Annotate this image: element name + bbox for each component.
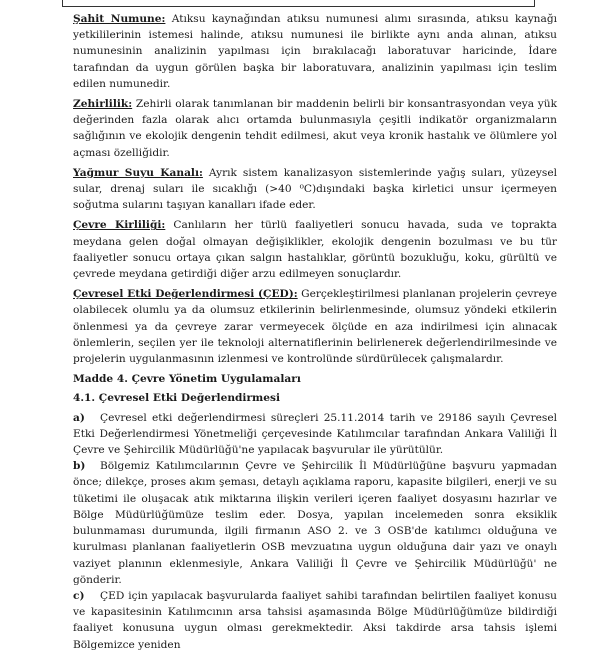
list-letter: c)	[73, 589, 85, 602]
document-body	[73, 11, 557, 653]
definition-text: Canlıların her türlü faaliyetleri sonucu havada, suda ve toprakta meydana gelen doğal olmayan değişiklikler, ekolojik dengenin bozulması ve bu tür faaliyetler sonucu ortaya çıkan salgın hastalıklar, görüntü bozukluğu, koku, gürültü ve çevrede meydana getirdiği diğer arzu edilmeyen sonuçlardır.	[73, 219, 557, 281]
definition-term: Zehirlilik:	[73, 98, 133, 111]
definition-yagmur-suyu-kanali	[73, 165, 557, 214]
list-text: Çevresel etki değerlendirmesi süreçleri 25.11.2014 tarih ve 29186 sayılı Çevresel Etki Değerlendirmesi Yönetmeliği çerçevesinde Katılımcılar tarafından Ankara Valiliği İl Çevre ve Şehircilik Müdürlüğü'ne yapılacak başvurular ile yürütülür.	[73, 411, 557, 457]
definition-text: Ayrık sistem kanalizasyon sistemlerinde yağış suları, yüzeysel sular, drenaj suları ile sıcaklığı (>40 ⁰C)dışındaki başka kirletici unsur içermeyen soğutma sularını taşıyan kanalları ifade eder.	[73, 166, 557, 212]
definition-term: Çevre Kirliliği:	[73, 219, 166, 232]
definition-zehirlilik	[73, 96, 557, 161]
list-letter: a)	[73, 411, 85, 424]
list-item-b	[73, 458, 557, 588]
list-text: ÇED için yapılacak başvurularda faaliyet sahibi tarafından belirtilen faaliyet konusu ve kapasitesinin Katılımcının arsa tahsisi aşamasında Bölge Müdürlüğümüze bildirdiği faaliyet konusuna uygun olması gerekmektedir. Aksi takdirde arsa tahsis işlemi Bölgemizce yeniden	[73, 589, 557, 651]
list-letter: b)	[73, 460, 86, 473]
definition-term: Çevresel Etki Değerlendirmesi (ÇED):	[73, 288, 298, 301]
list-text: Bölgemiz Katılımcılarının Çevre ve Şehircilik İl Müdürlüğüne başvuru yapmadan önce; dilekçe, proses akım şeması, detaylı açıklama raporu, kapasite bilgileri, enerji ve su tüketimi ile oluşacak atık miktarına ilişkin verileri içeren faaliyet dosyasını hazırlar ve Bölge Müdürlüğümüze teslim eder. Dosya, yapılan incelemeden sonra eksiklik bulunmaması durumunda, ilgili firmanın ASO 2. ve 3 OSB'de katılımcı olduğuna ve kurulması planlanan faaliyetlerin OSB mevzuatına uygun olduğuna dair yazı ve onaylı vaziyet planının eklenmesiyle, Ankara Valiliği İl Çevre ve Şehircilik Müdürlüğü' ne gönderir.	[73, 460, 557, 586]
definition-text: Gerçekleştirilmesi planlanan projelerin çevreye olabilecek olumlu ya da olumsuz etkilerinin belirlenmesinde, olumsuz yöndeki etkilerin önlenmesi ya da çevreye zarar vermeyecek ölçüde en aza indirilmesi için alınacak önlemlerin, seçilen yer ile teknoloji alternatiflerinin belirlenerek değerlendirilmesinde ve projelerin uygulanmasının izlenmesi ve kontrolünde sürdürülecek çalışmalardır.	[73, 288, 557, 366]
definition-term: Yağmur Suyu Kanalı:	[73, 166, 203, 179]
definition-text: Atıksu kaynağından atıksu numunesi alımı sırasında, atıksu kaynağı yetkililerinin istemesi halinde, atıksu numunesi ile birlikte aynı anda alınan, atıksu numunesinin analizinin yapılması için bırakılacağı laboratuvar haricinde, İdare tarafından da uygun görülen başka bir laboratuvara, analizinin yapılması için teslim edilen numunedir.	[73, 13, 557, 90]
list-item-a	[73, 410, 557, 459]
definition-ced	[73, 286, 557, 367]
definition-sahit-numune	[73, 11, 557, 92]
list-item-c	[73, 588, 557, 653]
definition-text: Zehirli olarak tanımlanan bir maddenin belirli bir konsantrasyondan veya yük değerinden fazla olarak alıcı ortamda bulunmasıyla çeşitli indikatör organizmaların sağlığının ve ekolojik dengenin tehdit edilmesi, akut veya kronik hastalık ve ölümlere yol açması özelliğidir.	[73, 98, 557, 159]
page-frame-top	[62, 0, 535, 7]
article-heading: Madde 4. Çevre Yönetim Uygulamaları	[73, 373, 301, 386]
definition-term: Şahit Numune:	[73, 13, 166, 25]
section-heading: 4.1. Çevresel Etki Değerlendirmesi	[73, 392, 280, 405]
definition-cevre-kirliligi	[73, 217, 557, 282]
